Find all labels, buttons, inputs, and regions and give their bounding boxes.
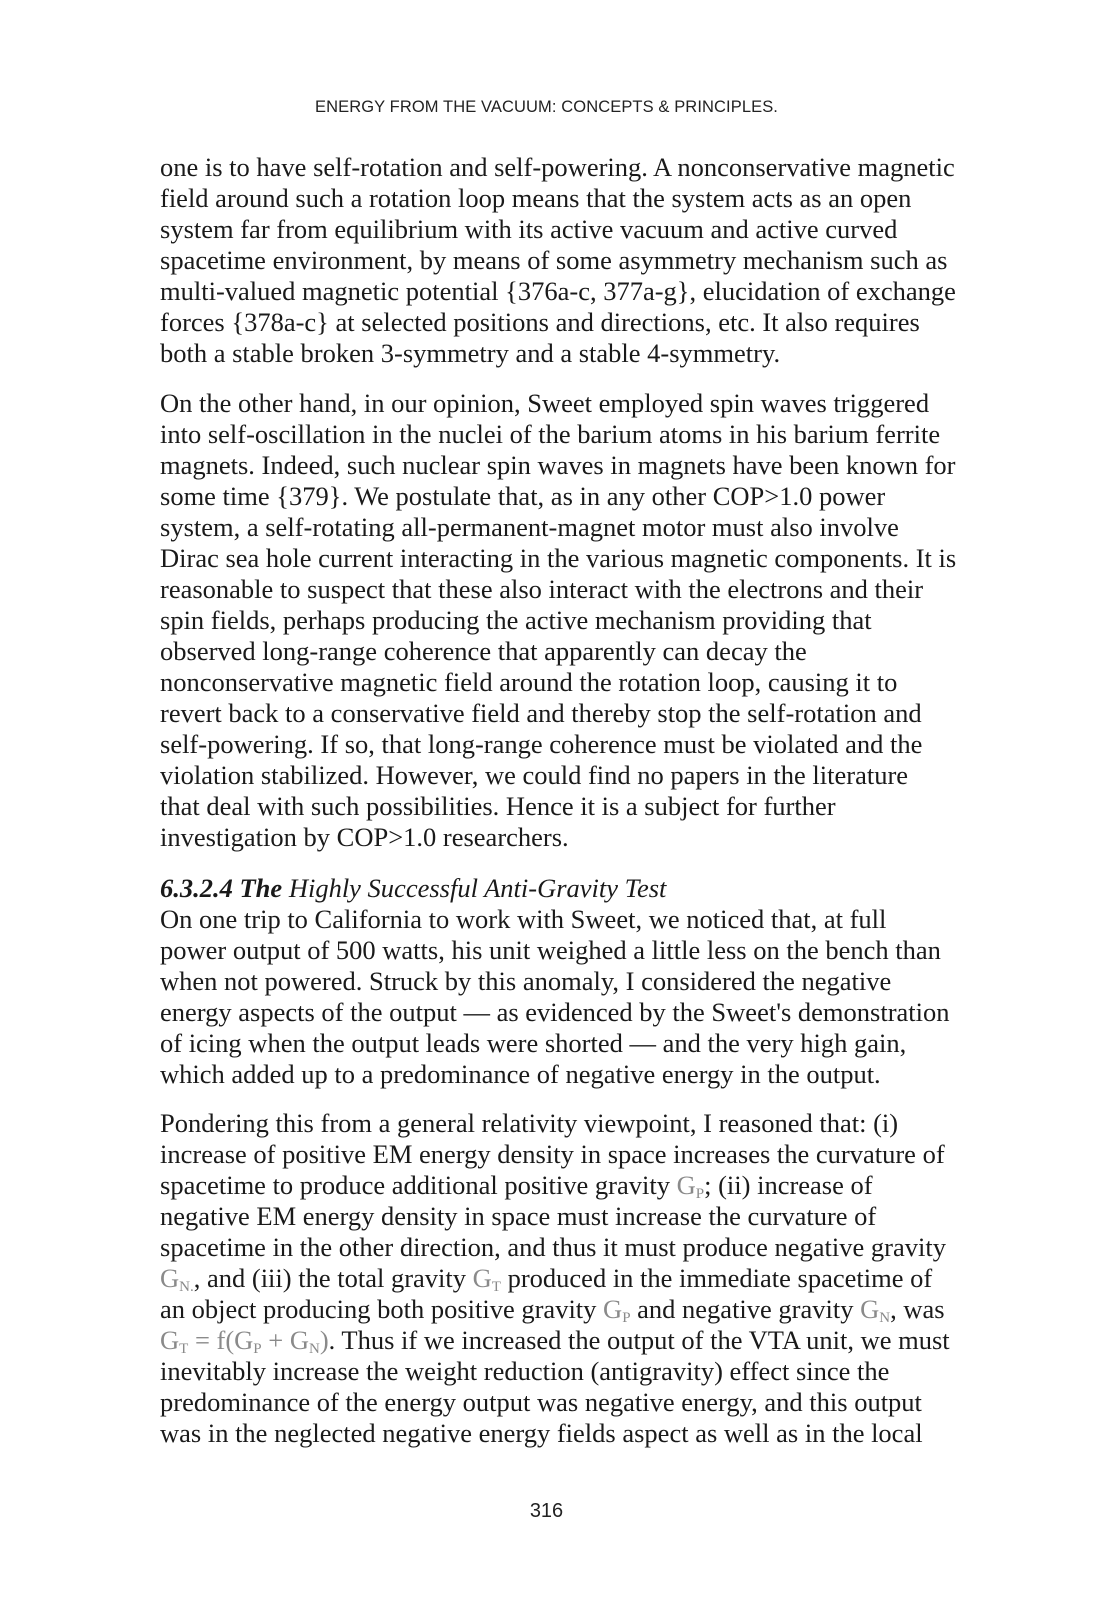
symbol-gt: $G_T$ [472, 1263, 501, 1295]
text-line: On the other hand, in our opinion, Sweet employed spin waves triggered [160, 388, 930, 418]
paragraph-4 [160, 1108, 1000, 1449]
text-run: spacetime to produce additional positive gravity [160, 1170, 677, 1200]
text-line [160, 1294, 1000, 1325]
text-run: . Thus if we increased the output of the VTA unit, we must [328, 1325, 950, 1355]
text-line [160, 1263, 1000, 1294]
text-line: system, a self-rotating all-permanent-magnet motor must also involve [160, 512, 899, 542]
section-heading [160, 873, 1000, 904]
symbol-gn: $G_{N.}$ [160, 1263, 194, 1295]
text-run: produced in the immediate spacetime of [500, 1263, 933, 1293]
page-number: 316 [529, 1500, 564, 1522]
text-line: that deal with such possibilities. Hence it is a subject for further [160, 791, 836, 821]
text-line: system far from equilibrium with its active vacuum and active curved [160, 214, 898, 244]
text-line: energy aspects of the output — as evidenced by the Sweet's demonstration [160, 997, 950, 1027]
text-line: when not powered. Struck by this anomaly, I considered the negative [160, 966, 892, 996]
text-line: observed long-range coherence that apparently can decay the [160, 636, 807, 666]
running-head: ENERGY FROM THE VACUUM: CONCEPTS & PRINCIPLES. [314, 98, 778, 116]
text-line: magnets. Indeed, such nuclear spin waves in magnets have been known for [160, 450, 956, 480]
text-line: negative EM energy density in space must increase the curvature of [160, 1201, 877, 1231]
text-line: spacetime environment, by means of some asymmetry mechanism such as [160, 245, 948, 275]
text-line: which added up to a predominance of negative energy in the output. [160, 1059, 881, 1089]
paragraph-2 [160, 388, 1000, 853]
text-line: On one trip to California to work with Sweet, we noticed that, at full [160, 904, 887, 934]
symbol-gp: $G_P$ [676, 1170, 705, 1202]
text-run: ; (ii) increase of [704, 1170, 873, 1200]
text-line: field around such a rotation loop means that the system acts as an open [160, 183, 912, 213]
text-line: violation stabilized. However, we could find no papers in the literature [160, 760, 909, 790]
text-run: , and (iii) the total gravity [193, 1263, 473, 1293]
equation: $G_T = f(G_P + G_N)$ [160, 1325, 329, 1357]
text-line: self-powering. If so, that long-range coherence must be violated and the [160, 729, 923, 759]
paragraph-1 [160, 152, 1000, 369]
section-number: 6.3.2.4 The [160, 873, 283, 903]
symbol-gp: $G_P$ [603, 1294, 631, 1326]
text-line: predominance of the energy output was negative energy, and this output [160, 1387, 922, 1417]
text-line: both a stable broken 3-symmetry and a stable 4-symmetry. [160, 338, 781, 368]
text-line: revert back to a conservative field and thereby stop the self-rotation and [160, 698, 922, 728]
text-line: of icing when the output leads were shorted — and the very high gain, [160, 1028, 907, 1058]
symbol-gn: $G_N$ [860, 1294, 891, 1326]
text-run: and negative gravity [630, 1294, 861, 1324]
text-line [160, 1325, 1000, 1356]
text-line: nonconservative magnetic field around the rotation loop, causing it to [160, 667, 898, 697]
text-line: increase of positive EM energy density in space increases the curvature of [160, 1139, 945, 1169]
text-line: spin fields, perhaps producing the active mechanism providing that [160, 605, 872, 635]
text-line: investigation by COP>1.0 researchers. [160, 822, 569, 852]
text-line: was in the neglected negative energy fields aspect as well as in the local [160, 1418, 923, 1448]
text-line: spacetime in the other direction, and thus it must produce negative gravity [160, 1232, 946, 1262]
text-line: multi-valued magnetic potential {376a-c, 377a-g}, elucidation of exchange [160, 276, 956, 306]
text-line: into self-oscillation in the nuclei of the barium atoms in his barium ferrite [160, 419, 941, 449]
text-line: power output of 500 watts, his unit weighed a little less on the bench than [160, 935, 941, 965]
text-line: forces {378a-c} at selected positions and directions, etc. It also requires [160, 307, 920, 337]
text-line: Pondering this from a general relativity viewpoint, I reasoned that: (i) [160, 1108, 899, 1138]
text-line: one is to have self-rotation and self-powering. A nonconservative magnetic [160, 152, 955, 182]
section-6-3-2-4 [160, 873, 1000, 1090]
text-line: some time {379}. We postulate that, as in any other COP>1.0 power [160, 481, 886, 511]
text-line: reasonable to suspect that these also interact with the electrons and their [160, 574, 924, 604]
text-line: Dirac sea hole current interacting in the various magnetic components. It is [160, 543, 957, 573]
section-title: Highly Successful Anti-Gravity Test [282, 873, 667, 903]
text-run: an object producing both positive gravity [160, 1294, 604, 1324]
text-line: inevitably increase the weight reduction (antigravity) effect since the [160, 1356, 890, 1386]
text-line [160, 1170, 1000, 1201]
text-run: , was [890, 1294, 945, 1324]
